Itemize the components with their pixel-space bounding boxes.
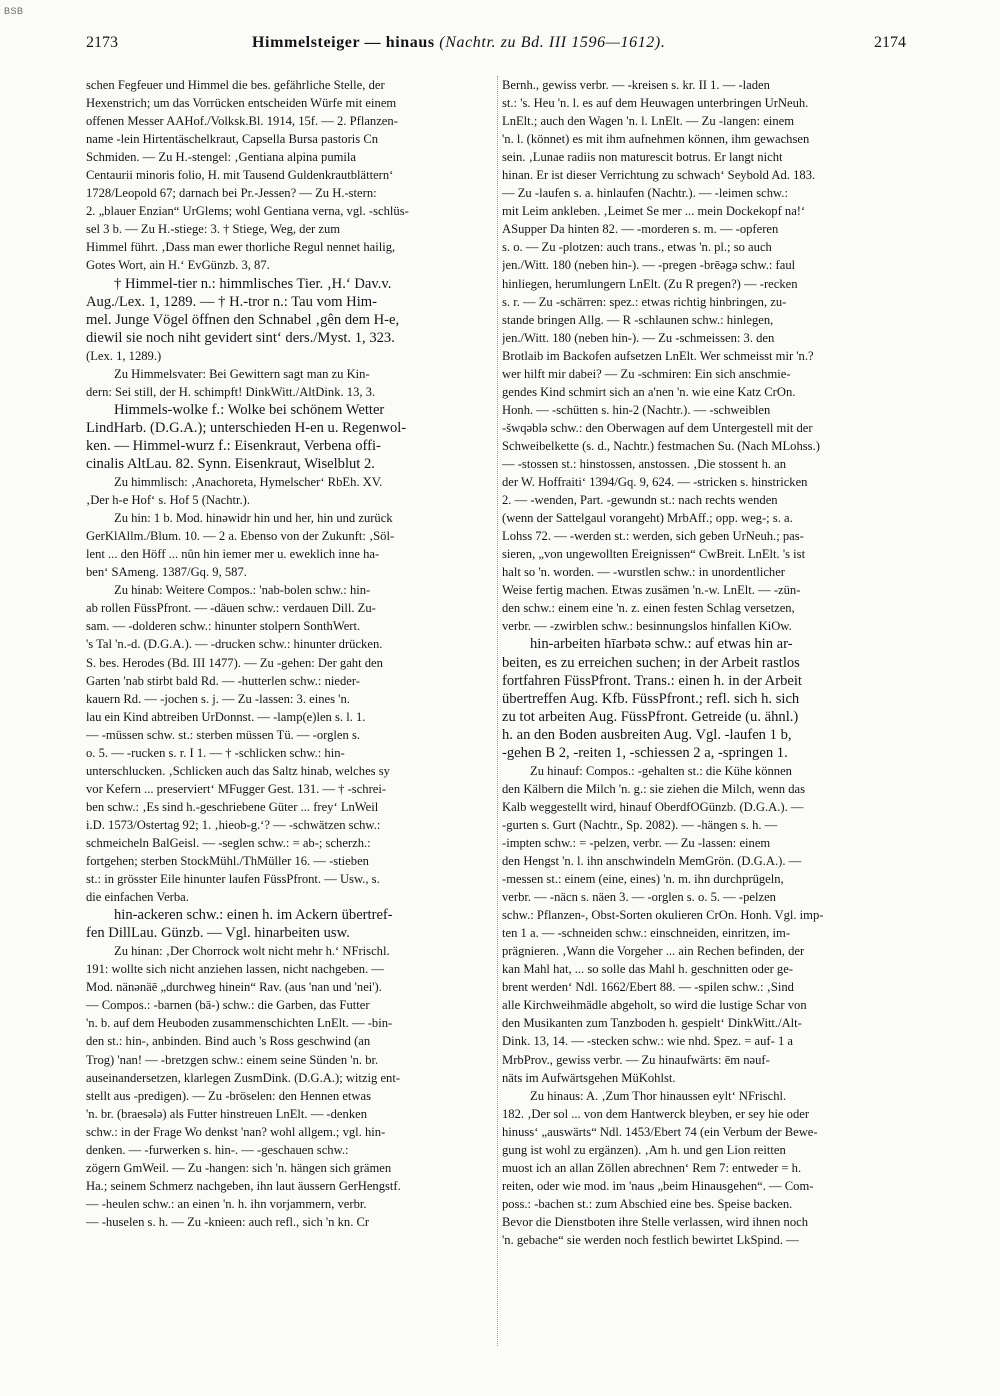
text-line: 'n. b. auf dem Heuboden zusammenschichten LnElt. — -bin- <box>86 1016 393 1031</box>
page-header <box>86 34 906 60</box>
text-line: Gotes Wort, ain H.‘ EvGünzb. 3, 87. <box>86 258 270 273</box>
text-line: vor Kefern ... preserviert‘ MFugger Gest. 131. — † -schrei- <box>86 781 387 796</box>
text-line: lent ... den Höff ... nûn hin iemer mer u. eweklich inne ha- <box>86 547 380 562</box>
text-line: — -huselen s. h. — Zu -knieen: auch refl., sich 'n kn. Cr <box>86 1214 370 1229</box>
text-line: kauern Rd. — -jochen s. j. — Zu -lassen: 3. eines 'n. <box>86 691 350 706</box>
title-reference: (Nachtr. zu Bd. III 1596—1612). <box>439 34 666 51</box>
text-line: lau ein Kind abtreiben UrDonnst. — -lamp(e)len s. l. 1. <box>86 709 366 724</box>
text-line: hin-ackeren schw.: einen h. im Ackern übertref- <box>114 907 393 924</box>
title-main: Himmelsteiger — hinaus <box>252 34 435 51</box>
text-line: ben schw.: ‚Es sind h.-geschriebene Güter ... frey‘ LnWeil <box>86 799 379 814</box>
text-line: fortgehen; sterben StockMühl./ThMüller 16. — -stieben <box>86 854 369 869</box>
text-line: fortfahren FüssPfront. Trans.: einen h. in der Arbeit <box>502 672 802 689</box>
text-line: s. r. — Zu -schärren: spez.: etwas richtig hinbringen, zu- <box>502 294 787 309</box>
text-line: den Kälbern die Milch 'n. g.: sie ziehen die Milch, wenn das <box>502 781 806 796</box>
text-line: LindHarb. (D.G.A.); unterschieden H-en u. Regenwol- <box>86 419 407 436</box>
text-line: — -müssen schw. st.: sterben müssen Tü. — -orglen s. <box>86 727 361 742</box>
text-line: diewil sie noch niht gevidert sint‘ ders./Myst. 1, 323. <box>86 329 395 346</box>
text-line: 'n. l. (könnet) es mit ihm aufnehmen können, ihm gewachsen <box>502 132 810 147</box>
text-line: wer hilft mir dabei? — Zu -schmiren: Ein sich anschmie- <box>502 366 791 381</box>
text-line: Kalb weggestellt wird, hinauf OberdfOGünzb. (D.G.A.). — <box>502 799 804 814</box>
text-line: sam. — -dolderen schw.: hinunter stolpern SonthWert. <box>86 619 361 634</box>
text-line: denken. — -furwerken s. hin-. — -geschauen schw.: <box>86 1142 349 1157</box>
text-line: -messen st.: einem (eine, eines) 'n. m. ihn durchprügeln, <box>502 872 784 887</box>
text-line: halt so 'n. worden. — -wurstlen schw.: in unordentlicher <box>502 565 786 580</box>
text-line: stellt aus -predigen). — Zu -bröselen: den Hennen etwas <box>86 1088 372 1103</box>
text-line: s. o. — Zu -plotzen: auch trans., etwas 'n. pl.; so auch <box>502 240 772 255</box>
text-line: h. an den Boden ausbreiten Aug. Vgl. -laufen 1 b, <box>502 726 792 743</box>
text-line: -šwqəblə schw.: den Oberwagen auf dem Untergestell mit der <box>502 420 813 435</box>
text-line: 2. — -wenden, Part. -gewundn st.: nach rechts wenden <box>502 493 778 508</box>
text-line: den schw.: einem eine 'n. z. einen festen Schlag versetzen, <box>502 601 795 616</box>
text-line: Zu himmlisch: ‚Anachoreta, Hymelscher‘ RbEh. XV. <box>114 475 383 490</box>
text-line: S. bes. Herodes (Bd. III 1477). — Zu -gehen: Der gaht den <box>86 655 383 670</box>
text-line: poss.: -bachen st.: zum Abschied eine bes. Speise backen. <box>502 1196 793 1211</box>
text-line: Bevor die Dienstboten ihre Stelle verlassen, wird ihnen noch <box>502 1214 809 1229</box>
text-line: stande bringen Allg. — R -schlaunen schw.: hinlegen, <box>502 312 774 327</box>
text-line: (wenn der Sattelgaul vorangeht) MrbAff.; opp. weg-; s. a. <box>502 511 793 526</box>
text-line: zu tot arbeiten Aug. FüssPfront. Getreide (u. ähnl.) <box>502 708 799 725</box>
text-line: gendes Kind schmirt sich an a'nen 'n. wie eine Katz CrOn. <box>502 384 796 399</box>
text-line: i.D. 1573/Ostertag 92; 1. ‚hieob-g.‘? — -schwätzen schw.: <box>86 817 381 832</box>
column-divider <box>497 76 499 1346</box>
text-line: cinalis AltLau. 82. Synn. Eisenkraut, Wiselblut 2. <box>86 455 375 472</box>
text-line: sieren, „von ungewollten Ereignissen“ CwBreit. LnElt. 's ist <box>502 547 806 562</box>
text-line: GerKlAllm./Blum. 10. — 2 a. Ebenso von der Zukunft: ‚Söl- <box>86 529 395 544</box>
text-line: beiten, es zu erreichen suchen; in der Arbeit rastlos <box>502 654 800 671</box>
text-line: hin-arbeiten hīarbətə schw.: auf etwas hin ar- <box>530 636 793 653</box>
text-line: — -heulen schw.: an einen 'n. h. ihn vorjammern, verbr. <box>86 1196 367 1211</box>
text-line: † Himmel-tier n.: himmlisches Tier. ‚H.‘ Dav.v. <box>114 275 392 292</box>
text-line: hinuss‘ „auswärts“ Ndl. 1453/Ebert 74 (ein Verbum der Bewe- <box>502 1124 818 1139</box>
text-line: — Zu -laufen s. a. hinlaufen (Nachtr.). — -leimen schw.: <box>502 186 788 201</box>
text-line: Centaurii minoris folio, H. mit Tausend Guldenkrautblättern‘ <box>86 168 394 183</box>
text-line: 'n. br. (braesələ) als Futter hinstreuen LnElt. — -denken <box>86 1106 367 1121</box>
text-line: schen Fegfeuer und Himmel die bes. gefährliche Stelle, der <box>86 78 385 92</box>
text-line: näts im Aufwärtsgehen MüKohlst. <box>502 1070 676 1085</box>
text-line: sein. ‚Lunae radiis non maturescit botrus. Er langt nicht <box>502 150 783 165</box>
text-line: Himmel führt. ‚Dass man ewer thorliche Regul nennet hailig, <box>86 240 396 255</box>
text-line: mel. Junge Vögel öffnen den Schnabel ‚gên dem H-e, <box>86 311 400 328</box>
text-line: Bernh., gewiss verbr. — -kreisen s. kr. II 1. — -laden <box>502 78 770 92</box>
text-line: (Lex. 1, 1289.) <box>86 348 162 363</box>
text-line: schw.: Pflanzen-, Obst-Sorten okulieren CrOn. Honh. Vgl. imp- <box>502 908 824 923</box>
left-text-column <box>86 76 494 1231</box>
text-line: mit Leim ankleben. ‚Leimet Se mer ... mein Dockekopf na!‘ <box>502 204 806 219</box>
right-text-column <box>502 76 910 1249</box>
text-line: — -stossen st.: hinstossen, anstossen. ‚Die stossent h. an <box>502 456 787 471</box>
text-line: Zu Himmelsvater: Bei Gewittern sagt man zu Kin- <box>114 366 370 381</box>
text-line: prägnieren. ‚Wann die Vorgeher ... ain Rechen befinden, der <box>502 944 805 959</box>
text-line: st.: in grösster Eile hinunter laufen FüssPfront. — Usw., s. <box>86 872 380 887</box>
text-line: Hexenstrich; um das Vorrücken entscheiden Würfe mit einem <box>86 96 397 111</box>
text-line: verbr. — -zwirblen schw.: besinnungslos hinfallen KiOw. <box>502 619 792 634</box>
text-line: auseinandersetzen, klarlegen ZusmDink. (D.G.A.); witzig ent- <box>86 1070 401 1085</box>
text-line: kan Mahl hat, ... so solle das Mahl h. geschnitten oder ge- <box>502 962 793 977</box>
text-line: den Hengst 'n. l. ihn anschwindeln MemGrön. (D.G.A.). — <box>502 854 802 869</box>
text-line: reiten, oder wie mod. im 'naus „beim Hinausgehen“. — Com- <box>502 1178 814 1193</box>
text-line: Zu hinan: ‚Der Chorrock wolt nicht mehr h.‘ NFrischl. <box>114 944 390 959</box>
text-line: -impten schw.: = -pelzen, verbr. — Zu -lassen: einem <box>502 835 771 850</box>
text-line: ten 1 a. — -schneiden schw.: einschneiden, einritzen, im- <box>502 926 791 941</box>
text-line: Lohss 72. — -werden st.: werden, sich geben UrNeuh.; pas- <box>502 529 804 544</box>
text-line: übertreffen Aug. Kfb. FüssPfront.; refl. sich h. sich <box>502 690 800 707</box>
text-line: zögern GmWeil. — Zu -hangen: sich 'n. hängen sich grämen <box>86 1160 392 1175</box>
text-line: Zu hinab: Weitere Compos.: 'nab-bolen schw.: hin- <box>114 583 371 598</box>
text-line: hinliegen, herumlungern LnElt. (Zu R pregen?) — -recken <box>502 276 798 291</box>
text-line: Zu hin: 1 b. Mod. hinəwidr hin und her, hin und zurück <box>114 511 393 526</box>
text-line: den Musikanten zum Tanzboden h. gespielt‘ DinkWitt./Alt- <box>502 1016 802 1031</box>
text-line: Honh. — -schütten s. hin-2 (Nachtr.). — -schweiblen <box>502 402 771 417</box>
text-line: st.: 's. Heu 'n. l. es auf dem Heuwagen unterbringen UrNeuh. <box>502 96 809 111</box>
text-line: unterschlucken. ‚Schlicken auch das Saltz hinab, welches sy <box>86 763 390 778</box>
text-line: hinan. Er ist dieser Verrichtung zu schwach‘ Seybold Ad. 183. <box>502 168 816 183</box>
text-line: Himmels-wolke f.: Wolke bei schönem Wetter <box>114 401 385 418</box>
text-line: ab rollen FüssPfront. — -däuen schw.: verdauen Dill. Zu- <box>86 601 376 616</box>
text-line: jen./Witt. 180 (neben hin-). — -pregen -brēəgə schw.: faul <box>502 258 796 273</box>
running-title <box>252 34 665 52</box>
text-line: Weise fertig machen. Etwas zusämen 'n.-w. LnElt. — -zün- <box>502 583 801 598</box>
text-line: der W. Hoffraiti‘ 1394/Gq. 9, 624. — -stricken s. hinstricken <box>502 475 808 490</box>
text-line: 's Tal 'n.-d. (D.G.A.). — -drucken schw.: hinunter drücken. <box>86 637 383 652</box>
text-line: 2. „blauer Enzian“ UrGlems; wohl Gentiana verna, vgl. -schlüs- <box>86 204 409 219</box>
right-column-number: 2174 <box>874 34 906 51</box>
text-line: Garten 'nab stirbt bald Rd. — -hutterlen schw.: nieder- <box>86 673 360 688</box>
text-line: LnElt.; auch den Wagen 'n. l. LnElt. — Zu -langen: einem <box>502 114 794 129</box>
text-line: gung ist wohl zu ergänzen). ‚Am h. und gen Lion reitten <box>502 1142 786 1157</box>
text-line: alle Kirchweihmädle abgeholt, so wird die lustige Schar von <box>502 998 807 1013</box>
text-line: Ha.; seinem Schmerz nachgeben, ihn laut äussern GerHengstf. <box>86 1178 401 1193</box>
text-line: Zu hinauf: Compos.: -gehalten st.: die Kühe können <box>530 763 792 778</box>
text-line: fen DillLau. Günzb. — Vgl. hinarbeiten usw. <box>86 925 350 942</box>
text-line: jen./Witt. 180 (neben hin-). — Zu -schmeissen: 3. den <box>502 330 775 345</box>
text-line: schmeicheln BalGeisl. — -seglen schw.: = ab-; scherzh.: <box>86 835 371 850</box>
text-line: -gehen B 2, -reiten 1, -schiessen 2 a, -springen 1. <box>502 744 788 761</box>
text-line: 1728/Leopold 67; darnach bei Pr.-Jessen? — Zu H.-stern: <box>86 186 377 201</box>
text-line: Schweibelkette (s. d., Nachtr.) festmachen Su. (Nach MLohss.) <box>502 438 820 453</box>
text-line: Trog) 'nan! — -bretzgen schw.: einem seine Sünden 'n. br. <box>86 1052 379 1067</box>
text-line: die einfachen Verba. <box>86 890 189 905</box>
text-line: offenen Messer AAHof./Volksk.Bl. 1914, 15f. — 2. Pflanzen- <box>86 114 398 129</box>
text-line: Dink. 13, 14. — -stecken schw.: wie nhd. Spez. = auf- 1 a <box>502 1034 793 1049</box>
text-line: ASupper Da hinten 82. — -morderen s. m. — -opferen <box>502 222 779 237</box>
text-line: verbr. — -näcn s. näen 3. — -orglen s. o. 5. — -pelzen <box>502 890 776 905</box>
text-line: 'n. gebache“ sie werden noch festlich bewirtet LkSpind. — <box>502 1233 799 1247</box>
text-line: -gurten s. Gurt (Nachtr., Sp. 2082). — -hängen s. h. — <box>502 817 778 832</box>
text-line: — Compos.: -barnen (bā-) schw.: die Garben, das Futter <box>86 998 370 1013</box>
text-line: sel 3 b. — Zu H.-stiege: 3. † Stiege, Weg, der zum <box>86 222 341 237</box>
text-line: Zu hinaus: A. ‚Zum Thor hinaussen eylt‘ NFrischl. <box>530 1088 787 1103</box>
text-line: 191: wollte sich nicht anziehen lassen, nicht nachgeben. — <box>86 962 384 977</box>
text-line: Mod. nänənäē „durchweg hinein“ Rav. (aus 'nan und 'nei'). <box>86 980 382 995</box>
text-line: ken. — Himmel-wurz f.: Eisenkraut, Verbena offi- <box>86 437 381 454</box>
text-line: o. 5. — -rucken s. r. I 1. — † -schlicken schw.: hin- <box>86 745 345 760</box>
text-line: den st.: hin-, anbinden. Bind auch 's Ross geschwind (an <box>86 1034 371 1049</box>
text-line: dern: Sei still, der H. schimpft! DinkWitt./AltDink. 13, 3. <box>86 384 376 399</box>
text-line: ‚Der h-e Hof‘ s. Hof 5 (Nachtr.). <box>86 493 251 508</box>
text-line: schw.: in der Frage Wo denkst 'nan? wohl allgem.; vgl. hin- <box>86 1124 386 1139</box>
text-line: 182. ‚Der sol ... von dem Hantwerck bleyben, er sey hie oder <box>502 1106 810 1121</box>
text-line: Aug./Lex. 1, 1289. — † H.-tror n.: Tau vom Him- <box>86 293 377 310</box>
text-line: MrbProv., gewiss verbr. — Zu hinaufwärts: ēm nəuf- <box>502 1052 770 1067</box>
library-stamp: BSB <box>4 6 24 16</box>
text-line: brent werden‘ Ndl. 1662/Ebert 88. — -spilen schw.: ‚Sind <box>502 980 794 995</box>
text-line: Brotlaib im Backofen aufsetzen LnElt. Wer schmeisst mir 'n.? <box>502 348 814 363</box>
text-line: Schmiden. — Zu H.-stengel: ‚Gentiana alpina pumila <box>86 150 356 165</box>
text-line: name -lein Hirtentäschelkraut, Capsella Bursa pastoris Cn <box>86 132 379 147</box>
text-line: muost ich an allan Zöllen abrechnen‘ Rem 7: entweder = h. <box>502 1160 802 1175</box>
text-line: ben‘ SAmeng. 1387/Gq. 9, 587. <box>86 565 247 580</box>
left-column-number: 2173 <box>86 34 118 51</box>
